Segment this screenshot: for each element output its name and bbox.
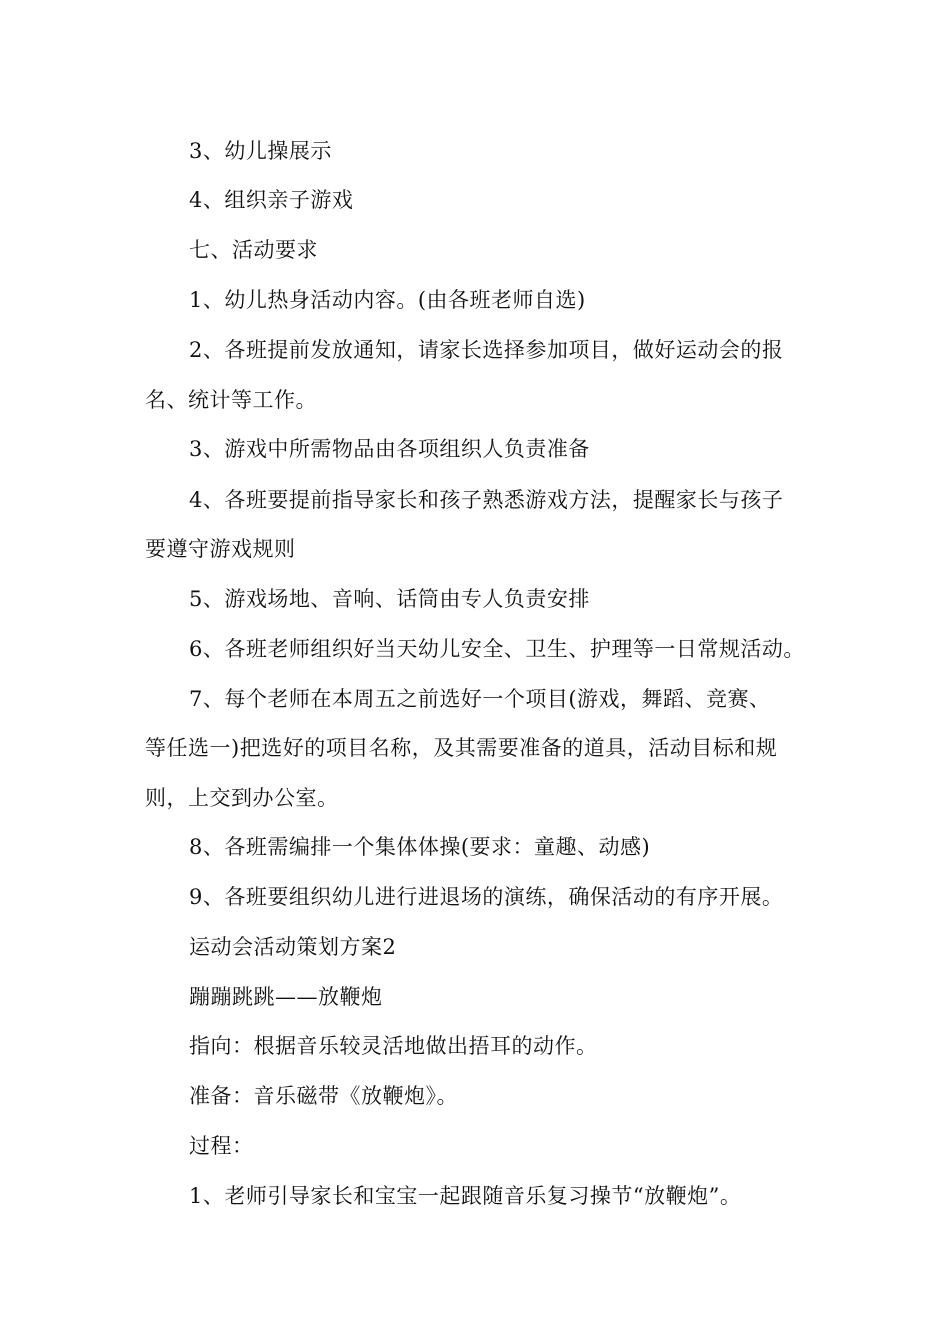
text-line: 指向：根据音乐较灵活地做出捂耳的动作。 xyxy=(189,1034,598,1058)
text-line: 名、统计等工作。 xyxy=(145,388,317,412)
document-title: 运动会活动策划方案2 xyxy=(189,935,397,959)
text-line: 2、各班提前发放通知，请家长选择参加项目，做好运动会的报 xyxy=(189,338,784,362)
section-heading: 七、活动要求 xyxy=(189,238,318,262)
text-line: 8、各班需编排一个集体体操(要求：童趣、动感) xyxy=(189,835,651,859)
text-line: 3、幼儿操展示 xyxy=(189,139,332,163)
text-line: 3、游戏中所需物品由各项组织人负责准备 xyxy=(189,437,590,461)
text-line: 6、各班老师组织好当天幼儿安全、卫生、护理等一日常规活动。 xyxy=(189,637,805,661)
text-line: 则，上交到办公室。 xyxy=(145,786,339,810)
text-line: 等任选一)把选好的项目名称，及其需要准备的道具，活动目标和规 xyxy=(145,736,778,760)
text-line: 9、各班要组织幼儿进行进退场的演练，确保活动的有序开展。 xyxy=(189,885,784,909)
text-line: 1、老师引导家长和宝宝一起跟随音乐复习操节“放鞭炮”。 xyxy=(189,1184,742,1208)
text-line: 过程： xyxy=(189,1134,254,1158)
text-line: 1、幼儿热身活动内容。(由各班老师自选) xyxy=(189,288,586,312)
text-line: 4、各班要提前指导家长和孩子熟悉游戏方法，提醒家长与孩子 xyxy=(189,488,784,512)
text-line: 5、游戏场地、音响、话筒由专人负责安排 xyxy=(189,587,590,611)
text-line: 4、组织亲子游戏 xyxy=(189,188,354,212)
text-line: 要遵守游戏规则 xyxy=(145,537,296,561)
text-line: 7、每个老师在本周五之前选好一个项目(游戏，舞蹈、竞赛、 xyxy=(189,687,771,711)
text-line: 蹦蹦跳跳——放鞭炮 xyxy=(189,985,383,1009)
text-line: 准备：音乐磁带《放鞭炮》。 xyxy=(189,1084,458,1108)
